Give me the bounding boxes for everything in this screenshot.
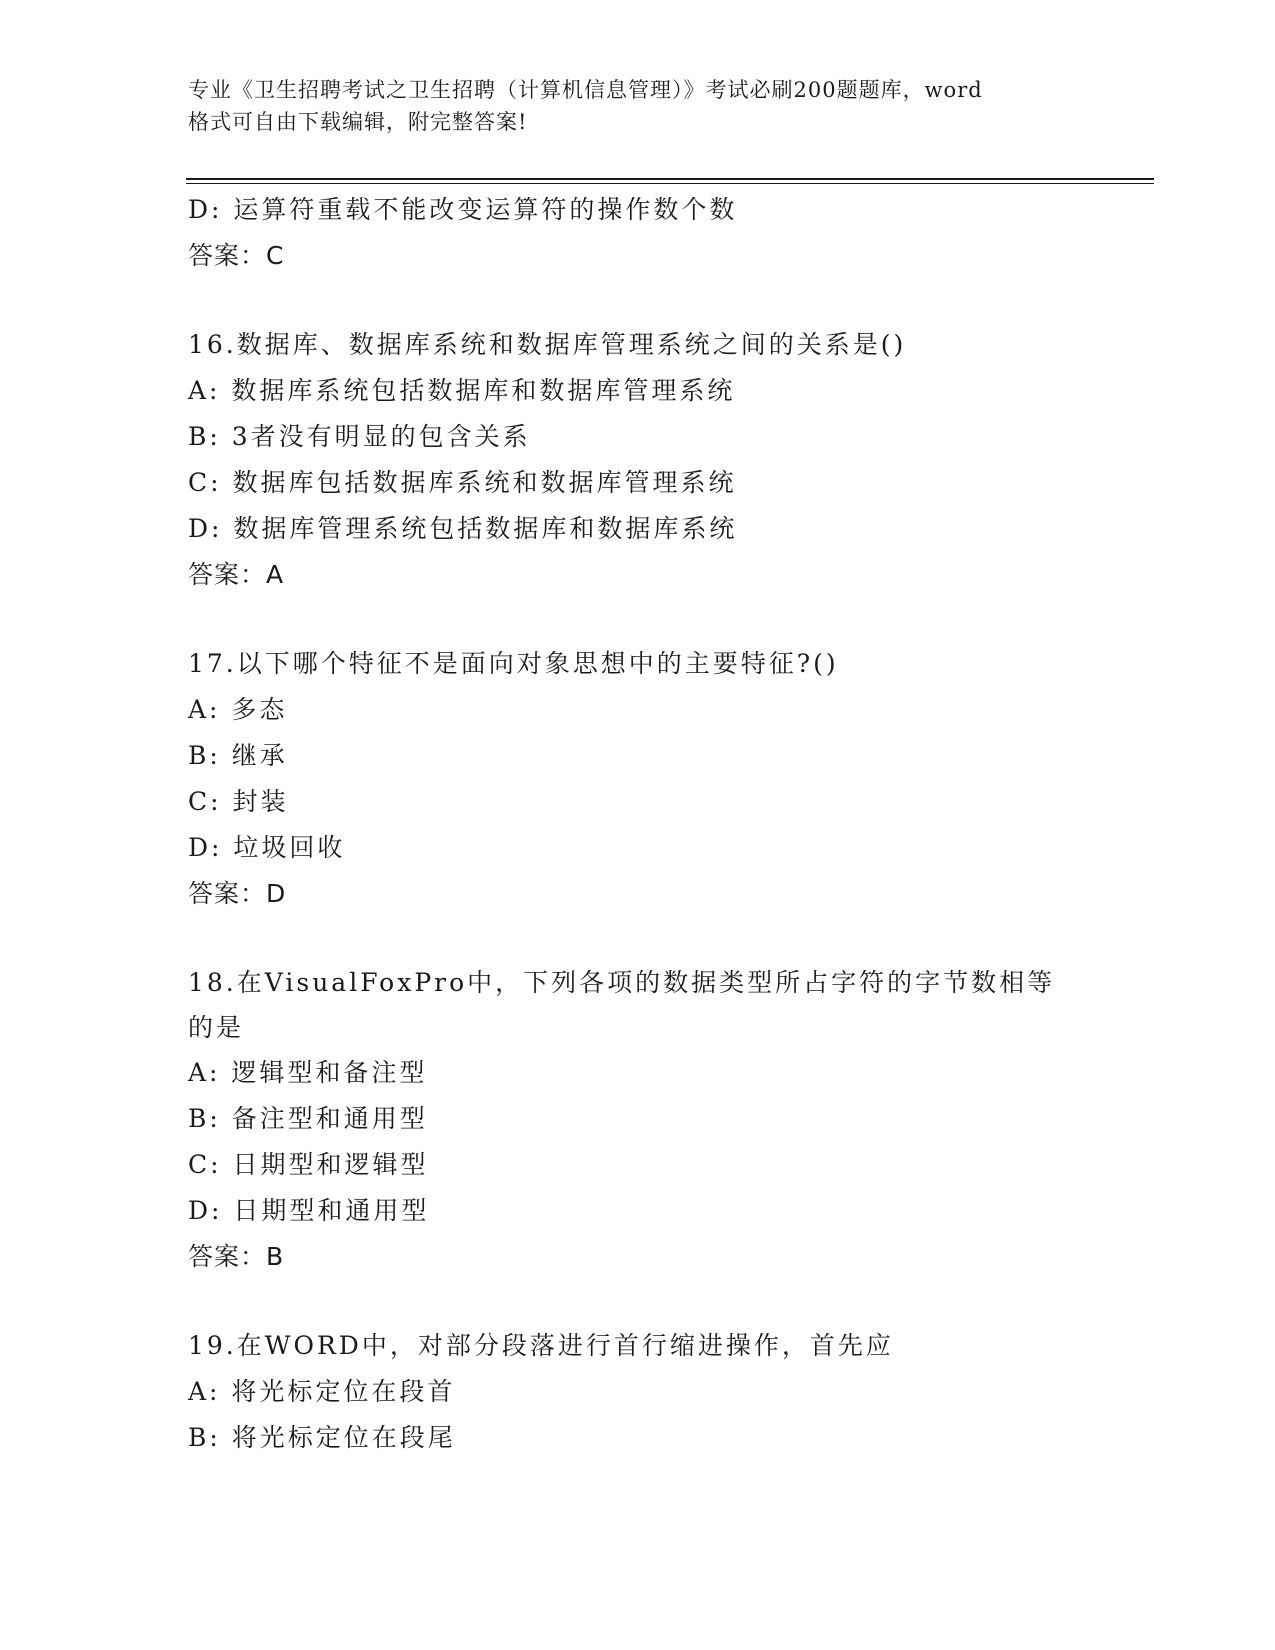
document-header bbox=[188, 74, 1088, 138]
option-d: D: 日期型和通用型 bbox=[188, 1196, 430, 1225]
option-a: A: 多态 bbox=[188, 695, 288, 724]
answer-line: 答案：D bbox=[188, 879, 287, 908]
answer-line: 答案：B bbox=[188, 1242, 285, 1271]
question-text: 17.以下哪个特征不是面向对象思想中的主要特征?() bbox=[188, 649, 839, 678]
option-a: A: 逻辑型和备注型 bbox=[188, 1058, 428, 1087]
option-d: D: 垃圾回收 bbox=[188, 833, 346, 862]
header-divider bbox=[186, 178, 1154, 180]
answer-line: 答案：C bbox=[188, 241, 285, 270]
option-b: B: 将光标定位在段尾 bbox=[188, 1423, 456, 1452]
option-d: D: 数据库管理系统包括数据库和数据库系统 bbox=[188, 514, 738, 543]
option-b: B: 备注型和通用型 bbox=[188, 1104, 428, 1133]
answer-line: 答案：A bbox=[188, 560, 285, 589]
question-17 bbox=[188, 641, 1088, 917]
question-text: 19.在WORD中，对部分段落进行首行缩进操作，首先应 bbox=[188, 1331, 894, 1360]
question-15-partial bbox=[188, 187, 1088, 279]
header-divider-thin bbox=[186, 183, 1154, 184]
question-19 bbox=[188, 1323, 1088, 1461]
option-b: B: 3者没有明显的包含关系 bbox=[188, 422, 531, 451]
option-c: C: 数据库包括数据库系统和数据库管理系统 bbox=[188, 468, 737, 497]
option-a: A: 将光标定位在段首 bbox=[188, 1377, 456, 1406]
question-text: 16.数据库、数据库系统和数据库管理系统之间的关系是() bbox=[188, 330, 907, 359]
option-c: C: 日期型和逻辑型 bbox=[188, 1150, 429, 1179]
question-16 bbox=[188, 322, 1088, 598]
header-line-1: 专业《卫生招聘考试之卫生招聘（计算机信息管理）》考试必刷200题题库，word bbox=[188, 78, 983, 102]
question-18 bbox=[188, 960, 1088, 1280]
option-d: D: 运算符重载不能改变运算符的操作数个数 bbox=[188, 195, 738, 224]
option-c: C: 封装 bbox=[188, 787, 289, 816]
question-text: 18.在VisualFoxPro中，下列各项的数据类型所占字符的字节数相等的是 bbox=[188, 968, 1056, 1042]
question-list bbox=[188, 187, 1088, 1461]
option-a: A: 数据库系统包括数据库和数据库管理系统 bbox=[188, 376, 736, 405]
option-b: B: 继承 bbox=[188, 741, 288, 770]
header-line-2: 格式可自由下载编辑，附完整答案! bbox=[188, 110, 528, 134]
